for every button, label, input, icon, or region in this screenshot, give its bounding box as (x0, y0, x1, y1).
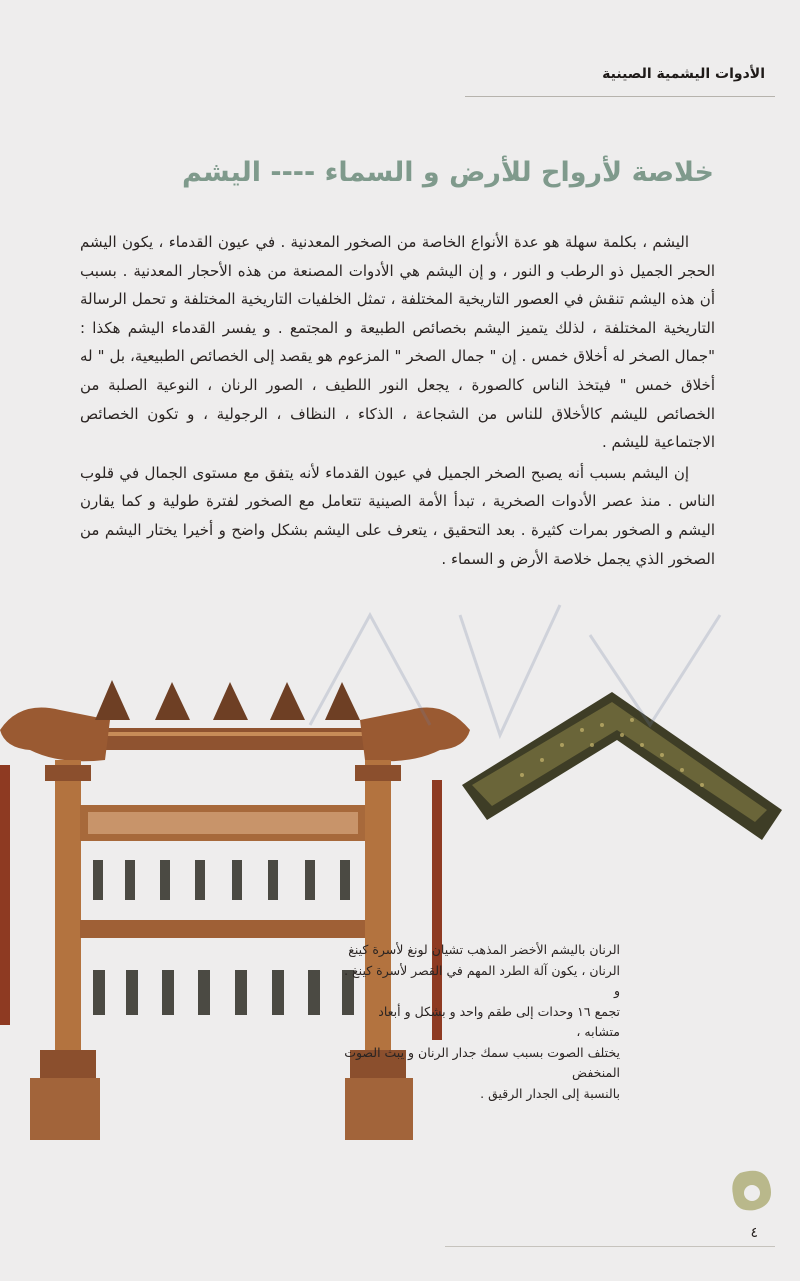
paragraph-2: إن اليشم بسبب أنه يصبح الصخر الجميل في عيون القدماء لأنه يتفق مع مستوى الجمال في قلوب الناس . منذ عصر الأدوات الصخرية ، تبدأ الأمة الصينية تتعامل مع الصخور لفترة طولية و كما يقارن اليشم و الصخور بمرات كثيرة . بعد التحقيق ، يتعرف على اليشم بشكل واضح و أخيرا يختار اليشم من الصخور الذي يجمل خلاصة الأرض و السماء . (80, 463, 715, 568)
lower-chimes (93, 970, 354, 1015)
page-number: ٤ (750, 1225, 758, 1241)
caption-line: يختلف الصوت بسبب سمك جدار الرنان و يبث الصوت المنخفض (344, 1044, 620, 1080)
footer-rule (445, 1246, 775, 1247)
upper-chimes (93, 860, 350, 900)
page-title: خلاصة لأرواح للأرض و السماء ---- اليشم (181, 157, 714, 188)
jade-pendant-icon (725, 1165, 775, 1215)
caption-line: الرنان ، يكون آلة الطرد المهم في القصر لأسرة كينغ . و (344, 962, 620, 998)
caption-line: تجمع ١٦ وحدات إلى طقم واحد و بشكل و أبعاد متشابه ، (378, 1003, 620, 1039)
caption-line: بالنسبة إلى الجدار الرقيق . (480, 1085, 620, 1101)
caption-line: الرنان باليشم الأخضر المذهب تشيان لونغ لأسرة كينغ (348, 942, 620, 957)
paragraph-1: اليشم ، بكلمة سهلة هو عدة الأنواع الخاصة من الصخور المعدنية . في عيون القدماء ، يكون اليشم الحجر الجميل ذو الرطب و النور ، و إن اليشم هي الأدوات المصنعة من هذه الأحجار المعدنية . بسبب أن هذه اليشم تنقش في العصور التاريخية المختلفة ، تمثل الخلفيات التاريخية المختلفة و تحمل الرسالة التاريخية المختلفة ، لذلك يتميز اليشم بخصائص الطبيعة و المجتمع . و يفسر القدماء اليشم هكذا : "جمال الصخر له أخلاق خمس . إن " جمال الصخر " المزعوم هو يقصد إلى الخصائص الطبيعية، بل " له أخلاق خمس " فيتخذ الناس كالصورة ، يجعل النور اللطيف ، الصور الرنان ، النوعية الصلبة من الخصائص لليشم كالأخلاق للناس من الشجاعة ، الذكاء ، النظاف ، الرجولية ، و تكون الخصائص الاجتماعية لليشم . (80, 233, 715, 452)
header-rule (465, 96, 775, 97)
body-text (80, 228, 715, 573)
jade-chime-stone-image (462, 690, 787, 875)
running-header: الأدوات اليشمية الصينية (602, 66, 765, 82)
image-caption (340, 940, 620, 1104)
